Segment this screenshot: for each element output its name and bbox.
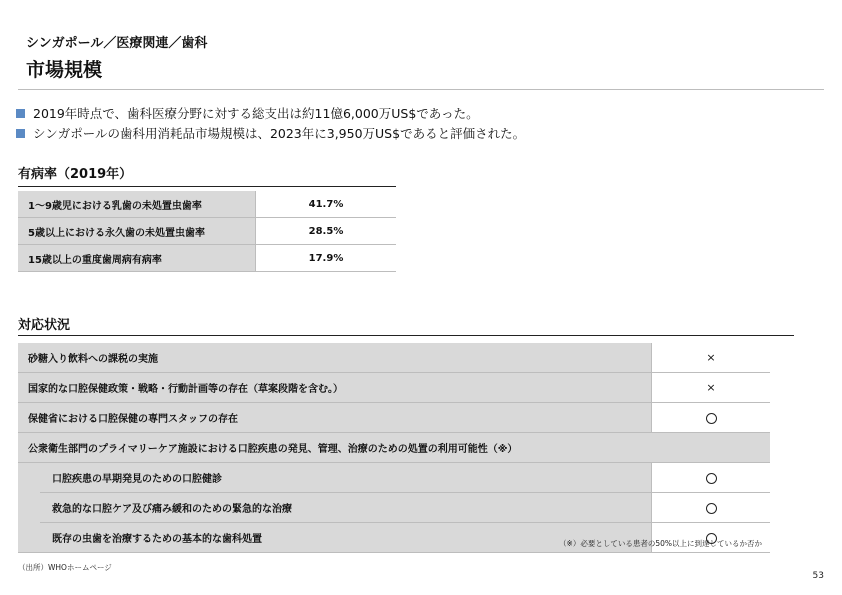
table-row bbox=[18, 433, 770, 463]
breadcrumb: シンガポール／医療関連／歯科 bbox=[26, 36, 208, 51]
indent-spacer bbox=[18, 523, 40, 553]
table-row bbox=[18, 373, 770, 403]
table-row bbox=[18, 403, 770, 433]
table-row bbox=[18, 493, 770, 523]
footnote: （※）必要としている患者の50%以上に到達しているか否か bbox=[559, 539, 762, 548]
response-label: 国家的な口腔保健政策・戦略・行動計画等の存在（草案段階を含む。） bbox=[18, 373, 652, 403]
prevalence-label: 1～9歳児における乳歯の未処置虫歯率 bbox=[18, 191, 256, 218]
square-bullet-icon bbox=[16, 109, 25, 118]
page-title: 市場規模 bbox=[26, 59, 103, 81]
table-row bbox=[18, 245, 396, 272]
summary-bullets bbox=[16, 103, 525, 143]
circle-mark bbox=[652, 493, 771, 523]
cross-mark: × bbox=[652, 343, 771, 373]
response-label: 砂糖入り飲料への課税の実施 bbox=[18, 343, 652, 373]
bullet-text: シンガポールの歯科用消耗品市場規模は、2023年に3,950万US$であると評価された。 bbox=[33, 126, 526, 141]
prevalence-value: 28.5% bbox=[256, 218, 397, 245]
table-row bbox=[18, 463, 770, 493]
table-row bbox=[18, 191, 396, 218]
prevalence-label: 15歳以上の重度歯周病有病率 bbox=[18, 245, 256, 272]
prevalence-rule bbox=[18, 186, 396, 187]
title-divider bbox=[18, 89, 824, 90]
response-sub-label: 既存の虫歯を治療するための基本的な歯科処置 bbox=[40, 523, 652, 553]
response-label: 保健省における口腔保健の専門スタッフの存在 bbox=[18, 403, 652, 433]
response-sub-label: 救急的な口腔ケア及び痛み緩和のための緊急的な治療 bbox=[40, 493, 652, 523]
bullet-item bbox=[16, 123, 525, 143]
bullet-item bbox=[16, 103, 525, 123]
circle-icon bbox=[706, 473, 717, 484]
table-row bbox=[18, 218, 396, 245]
circle-mark bbox=[652, 463, 771, 493]
response-rule bbox=[18, 335, 794, 336]
circle-icon bbox=[706, 503, 717, 514]
circle-mark bbox=[652, 403, 771, 433]
prevalence-value: 17.9% bbox=[256, 245, 397, 272]
response-table bbox=[18, 343, 770, 553]
response-heading: 対応状況 bbox=[18, 318, 71, 333]
prevalence-value: 41.7% bbox=[256, 191, 397, 218]
indent-spacer bbox=[18, 463, 40, 493]
source-note: （出所）WHOホームページ bbox=[18, 563, 112, 572]
prevalence-heading: 有病率（2019年） bbox=[18, 167, 133, 182]
page-number: 53 bbox=[812, 571, 824, 581]
cross-mark: × bbox=[652, 373, 771, 403]
prevalence-table bbox=[18, 191, 396, 272]
response-group-label: 公衆衛生部門のプライマリーケア施設における口腔疾患の発見、管理、治療のための処置の利用可能性（※） bbox=[18, 433, 770, 463]
square-bullet-icon bbox=[16, 129, 25, 138]
prevalence-label: 5歳以上における永久歯の未処置虫歯率 bbox=[18, 218, 256, 245]
bullet-text: 2019年時点で、歯科医療分野に対する総支出は約11億6,000万US$であった。 bbox=[33, 106, 479, 121]
response-sub-label: 口腔疾患の早期発見のための口腔健診 bbox=[40, 463, 652, 493]
circle-icon bbox=[706, 413, 717, 424]
table-row bbox=[18, 343, 770, 373]
indent-spacer bbox=[18, 493, 40, 523]
